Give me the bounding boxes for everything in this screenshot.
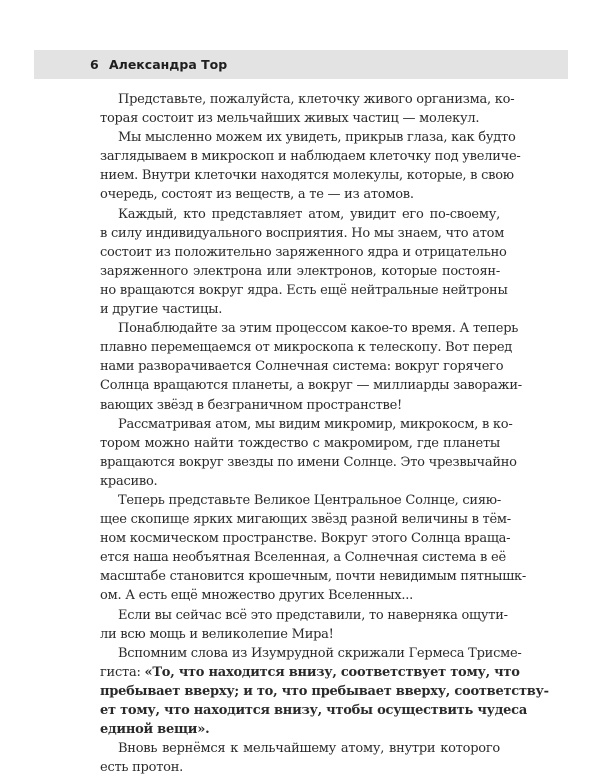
text-line: состоит из положительно заряженного ядра и отрицательно (100, 244, 507, 260)
text-line: ли всю мощь и великолепие Мира! (100, 626, 334, 642)
paragraph-4 (100, 319, 522, 414)
text-line: заряженного электрона или электронов, которые постоян- (100, 263, 500, 279)
text-line: масштабе становится крошечным, почти невидимым пятнышк- (100, 569, 527, 585)
paragraph-7 (100, 606, 508, 644)
text-line: Вспомним слова из Изумрудной скрижали Гермеса Трисме- (118, 645, 522, 661)
text-line: Если вы сейчас всё это представили, то наверняка ощути- (118, 607, 508, 623)
text-line: тором можно найти тождество с макромиром, где планеты (100, 435, 500, 451)
text-line: Представьте, пожалуйста, клеточку живого организма, ко- (118, 92, 515, 107)
text-line-mixed (100, 663, 520, 682)
text-line: и другие частицы. (100, 302, 223, 318)
text-line: ном космическом пространстве. Вокруг этого Солнца враща- (100, 531, 511, 547)
text-line: плавно перемещаемся от микроскопа к телескопу. Вот перед (100, 340, 513, 356)
text-line: Вновь вернёмся к мельчайшему атому, внутри которого (118, 741, 500, 757)
text-line: есть протон. (100, 760, 184, 776)
text-line: Солнца вращаются планеты, а вокруг — миллиарды заворажи- (100, 378, 522, 394)
text-line: нами разворачивается Солнечная система: вокруг горячего (100, 359, 504, 375)
text-line: но вращаются вокруг ядра. Есть ещё нейтральные нейтроны (100, 282, 508, 298)
paragraph-2 (100, 128, 521, 204)
page-number: 6 (90, 57, 99, 72)
text-line: ом. А есть ещё множество других Вселенных... (100, 588, 413, 604)
paragraph-8-quote (100, 644, 549, 739)
paragraph-3 (100, 205, 508, 320)
quote-line: ет тому, что находится внизу, чтобы осуществить чудеса (100, 703, 528, 718)
text-line: Мы мысленно можем их увидеть, прикрыв глаза, как будто (118, 130, 516, 146)
text-line: вающих звёзд в безграничном пространстве! (100, 397, 403, 413)
quote-text: «То, что находится внизу, соответствует тому, что (144, 664, 520, 680)
text-line: Теперь представьте Великое Центральное Солнце, сияю- (118, 492, 502, 508)
paragraph-9 (100, 739, 500, 777)
text-line: Каждый, кто представляет атом, увидит его по-своему, (118, 206, 500, 222)
text-line: очередь, состоят из веществ, а те — из атомов. (100, 187, 414, 203)
body-text (100, 90, 549, 777)
text-run: гиста: (100, 664, 145, 680)
quote-line: пребывает вверху; и то, что пребывает вверху, соответству- (100, 683, 549, 699)
text-line: Рассматривая атом, мы видим микромир, микрокосм, в ко- (118, 416, 513, 432)
text-line: красиво. (100, 473, 158, 489)
paragraph-6 (100, 491, 527, 606)
text-line: торая состоит из мельчайших живых частиц — молекул. (100, 111, 480, 127)
text-line: нием. Внутри клеточки находятся молекулы, которые, в свою (100, 168, 514, 184)
text-line: вращаются вокруг звезды по имени Солнце. Это чрезвычайно (100, 454, 517, 470)
quote-line: единой вещи». (100, 722, 210, 738)
text-line: Понаблюдайте за этим процессом какое-то время. А теперь (118, 321, 519, 337)
text-line: заглядываем в микроскоп и наблюдаем клеточку под увеличе- (100, 149, 521, 165)
text-line: в силу индивидуального восприятия. Но мы знаем, что атом (100, 225, 505, 241)
running-head-author: Александра Тор (109, 57, 228, 72)
paragraph-5 (100, 415, 517, 491)
text-line: щее скопище ярких мигающих звёзд разной величины в тём- (100, 512, 511, 528)
paragraph-1 (100, 90, 515, 128)
text-line: ется наша необъятная Вселенная, а Солнечная система в её (100, 550, 506, 566)
